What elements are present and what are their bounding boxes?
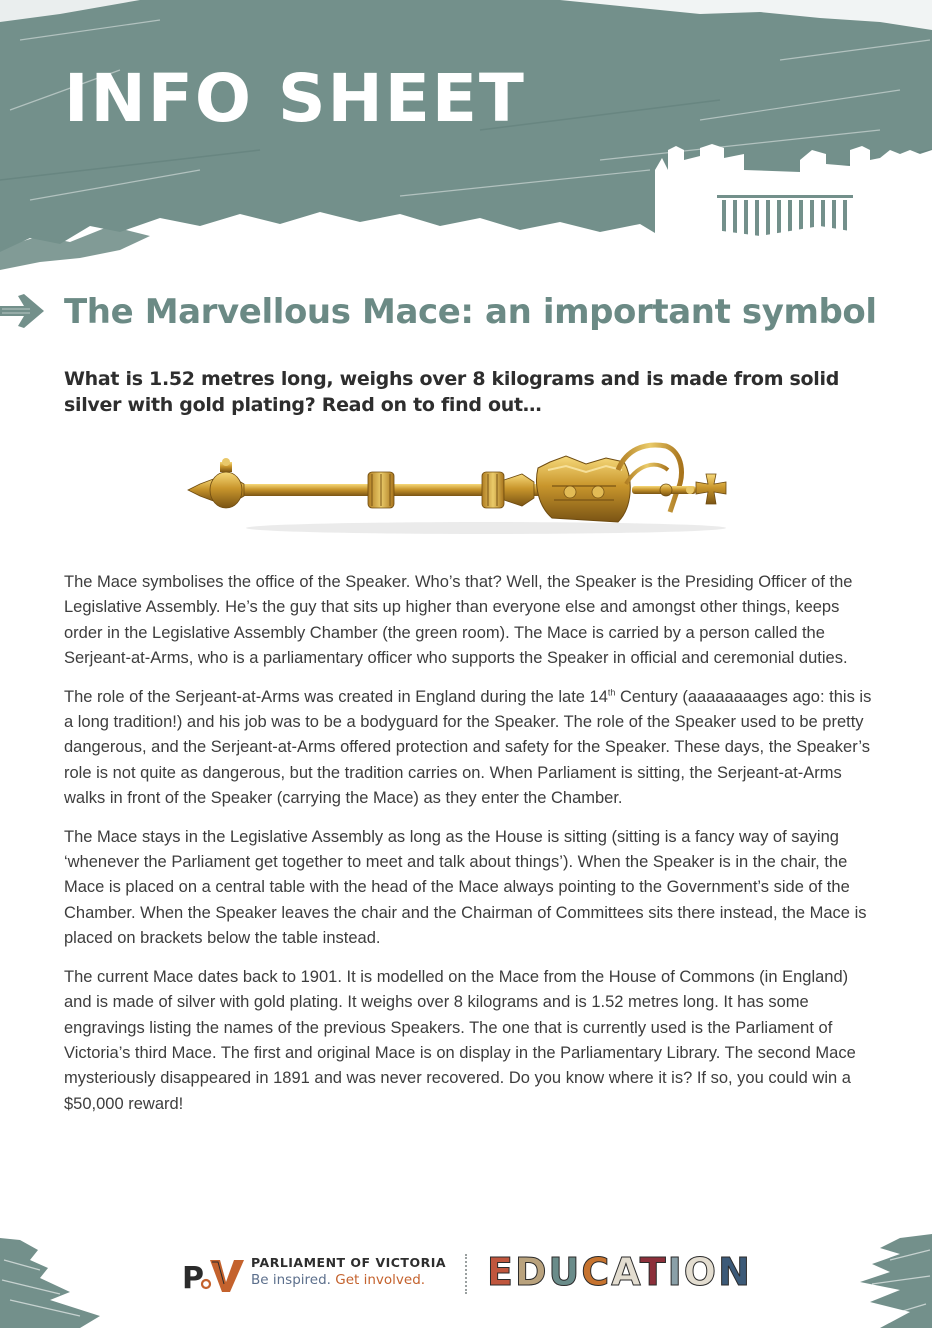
education-letter: E: [487, 1250, 515, 1294]
education-letter: A: [611, 1250, 640, 1294]
page-subtitle: What is 1.52 metres long, weighs over 8 kilograms and is made from solid silver with gold plating? Read on to find out…: [64, 368, 839, 416]
page-title: The Marvellous Mace: an important symbol: [64, 292, 877, 332]
education-letter: T: [639, 1250, 668, 1294]
organisation-name: PARLIAMENT OF VICTORIA: [251, 1255, 447, 1270]
education-letter: I: [667, 1250, 684, 1294]
arrow-right-icon: [0, 292, 46, 330]
footer-divider: [465, 1254, 467, 1294]
education-wordmark: [487, 1250, 752, 1294]
mace-illustration: [186, 440, 746, 540]
paragraph-speaker: The Mace symbolises the office of the Speaker. Who’s that? Well, the Speaker is the Presiding Officer of the Legislative Assembly. He’s the guy that sits up higher than everyone else and amongst other things, keeps order in the Legislative Assembly Chamber (the green room). The Mace is carried by a person called the Serjeant-at-Arms, who is a parliamentary officer who supports the Speaker in official and ceremonial duties.: [64, 573, 853, 668]
education-letter: U: [548, 1250, 582, 1294]
paragraph-mace-placement: The Mace stays in the Legislative Assembly as long as the House is sitting (sitting is a fancy way of saying ‘whenever the Parliament get together to meet and talk about things’). When the Speaker is in the chair, the Mace is placed on a central table with the head of the Mace always pointing to the Government’s side of the Chamber. When the Speaker leaves the chair and the Chairman of Committees sits there instead, the Mace is placed on brackets below the table instead.: [64, 827, 867, 948]
header-banner: [0, 0, 932, 290]
education-letter: C: [581, 1250, 612, 1294]
body-text: [64, 570, 876, 1130]
education-letter: N: [718, 1250, 752, 1294]
paragraph-current-mace: The current Mace dates back to 1901. It is modelled on the Mace from the House of Commons (in England) and is made of silver with gold plating. It weighs over 8 kilograms and is 1.52 metres long. It has some engravings listing the names of the previous Speakers. The one that is currently used is the Parliament of Victoria’s third Mace. The first and original Mace is on display in the Parliamentary Library. The second Mace mysteriously disappeared in 1891 and was never recovered. Do you know where it is? If so, you could win a $50,000 reward!: [64, 967, 856, 1113]
svg-text:P: P: [182, 1261, 204, 1294]
organisation-tagline: Be inspired. Get involved.: [251, 1272, 426, 1288]
info-sheet-title: INFO SHEET: [64, 60, 526, 137]
paragraph-serjeant-history: The role of the Serjeant-at-Arms was created in England during the late 14th Century (aaaaaaaages ago: this is a long tradition!) and his job was to be a bodyguard for the Speaker. The role of the Speaker used to be pretty dangerous, and the Serjeant-at-Arms offered protection and safety for the Speaker. These days, the Speaker’s role is not quite as dangerous, but the tradition carries on. When Parliament is sitting, the Serjeant-at-Arms walks in front of the Speaker (carrying the Mace) as they enter the Chamber.: [64, 687, 872, 808]
education-letter: O: [683, 1250, 719, 1294]
parliament-victoria-logo-icon: [182, 1254, 244, 1294]
education-letter: D: [514, 1250, 549, 1294]
